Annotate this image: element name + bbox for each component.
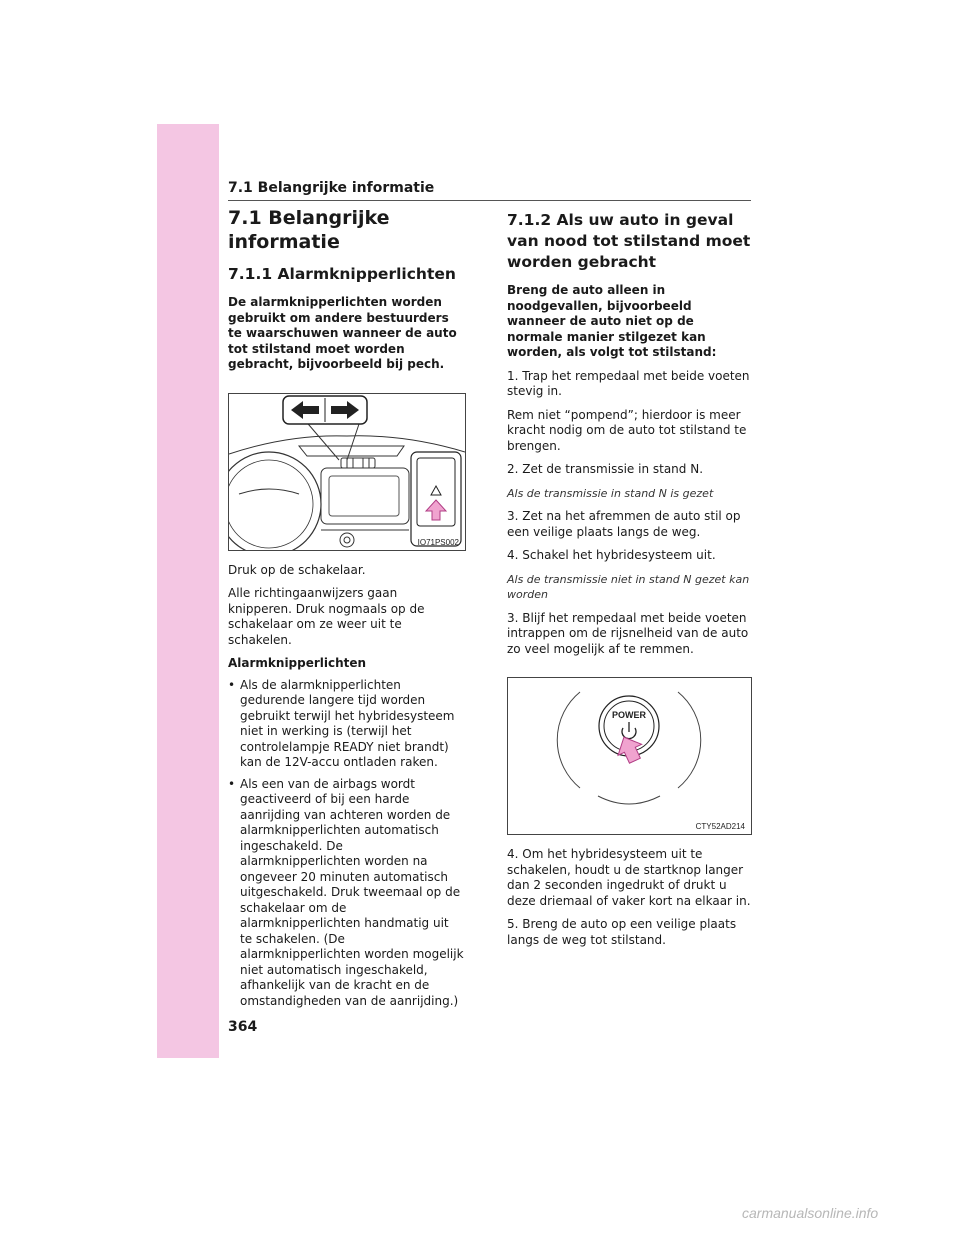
- header-rule: [228, 200, 751, 201]
- dashboard-illustration: [229, 394, 465, 550]
- figure-code: CTY52AD214: [695, 822, 745, 831]
- step-3a: 3. Zet na het afremmen de auto stil op een veilige plaats langs de weg.: [507, 509, 741, 539]
- section-title: 7.1 Belangrijke informatie: [228, 207, 390, 253]
- figure-code: IO71PS002: [417, 537, 459, 547]
- step-1-note: Rem niet “pompend”; hierdoor is meer kracht nodig om de auto tot stilstand te brengen.: [507, 407, 747, 453]
- case-heading-n: Als de transmissie in stand N is gezet: [507, 486, 714, 500]
- step-5: 5. Breng de auto op een veilige plaats langs de weg tot stilstand.: [507, 917, 737, 947]
- step-4a: 4. Schakel het hybridesysteem uit.: [507, 548, 716, 562]
- power-button-illustration: [508, 678, 751, 834]
- step-1: 1. Trap het rempedaal met beide voeten stevig in.: [507, 368, 750, 398]
- step-3b: 3. Blijf het rempedaal met beide voeten intrappen om de rijsnelheid van de auto zo veel mogelijk af te remmen.: [507, 610, 749, 656]
- right-column: [507, 206, 752, 956]
- hazard-instruction: Druk op de schakelaar.: [228, 562, 366, 577]
- list-item: • Als de alarmknipperlichten gedurende langere tijd worden gebruikt terwijl het hybridesysteem niet in werking is (terwijl het controlelampje READY niet brandt) kan de 12V-accu ontladen raken.: [228, 678, 464, 771]
- page-number: 364: [228, 1019, 258, 1035]
- hazard-lead: De alarmknipperlichten worden gebruikt om andere bestuurders te waarschuwen wanneer de auto tot stilstand moet worden gebracht, bijvoorbeeld bij pech.: [228, 295, 457, 371]
- chapter-sidebar-tab: [157, 124, 219, 1058]
- hazard-description: Alle richtingaanwijzers gaan knipperen. Druk nogmaals op de schakelaar om ze weer uit te schakelen.: [228, 586, 425, 647]
- hazard-notes-list: [228, 678, 464, 1010]
- hazard-subheading: Alarmknipperlichten: [228, 656, 367, 670]
- list-item: • Als een van de airbags wordt geactiveerd of bij een harde aanrijding van achteren worden de alarmknipperlichten automatisch ingeschakeld. De alarmknipperlichten worden na ongeveer 20 minuten automatisch uitgeschakeld. Druk tweemaal op de schakelaar om de alarmknipperlichten handmatig uit te schakelen. (De alarmknipperlichten worden mogelijk niet automatisch ingeschakeld, afhankelijk van de kracht en de omstandigheden van de aanrijding.): [228, 777, 464, 1010]
- step-4b: 4. Om het hybridesysteem uit te schakelen, houdt u de startknop langer dan 2 seconden ingedrukt of drukt u deze driemaal of vaker kort na elkaar in.: [507, 847, 751, 908]
- hazard-switch-figure: [228, 393, 466, 551]
- left-column: [228, 206, 464, 1015]
- power-button-figure: [507, 677, 752, 835]
- watermark: carmanualsonline.info: [742, 1205, 879, 1221]
- emergency-lead: Breng de auto alleen in noodgevallen, bijvoorbeeld wanneer de auto niet op de normale manier stilgezet kan worden, als volgt tot stilstand:: [507, 283, 717, 359]
- subsection-title-emergency: 7.1.2 Als uw auto in geval van nood tot stilstand moet worden gebracht: [507, 211, 751, 271]
- case-heading-not-n: Als de transmissie niet in stand N gezet kan worden: [507, 572, 750, 601]
- power-label: POWER: [611, 710, 647, 720]
- step-2: 2. Zet de transmissie in stand N.: [507, 462, 704, 476]
- subsection-title-hazard: 7.1.1 Alarmknipperlichten: [228, 265, 456, 283]
- running-header: 7.1 Belangrijke informatie: [228, 180, 435, 196]
